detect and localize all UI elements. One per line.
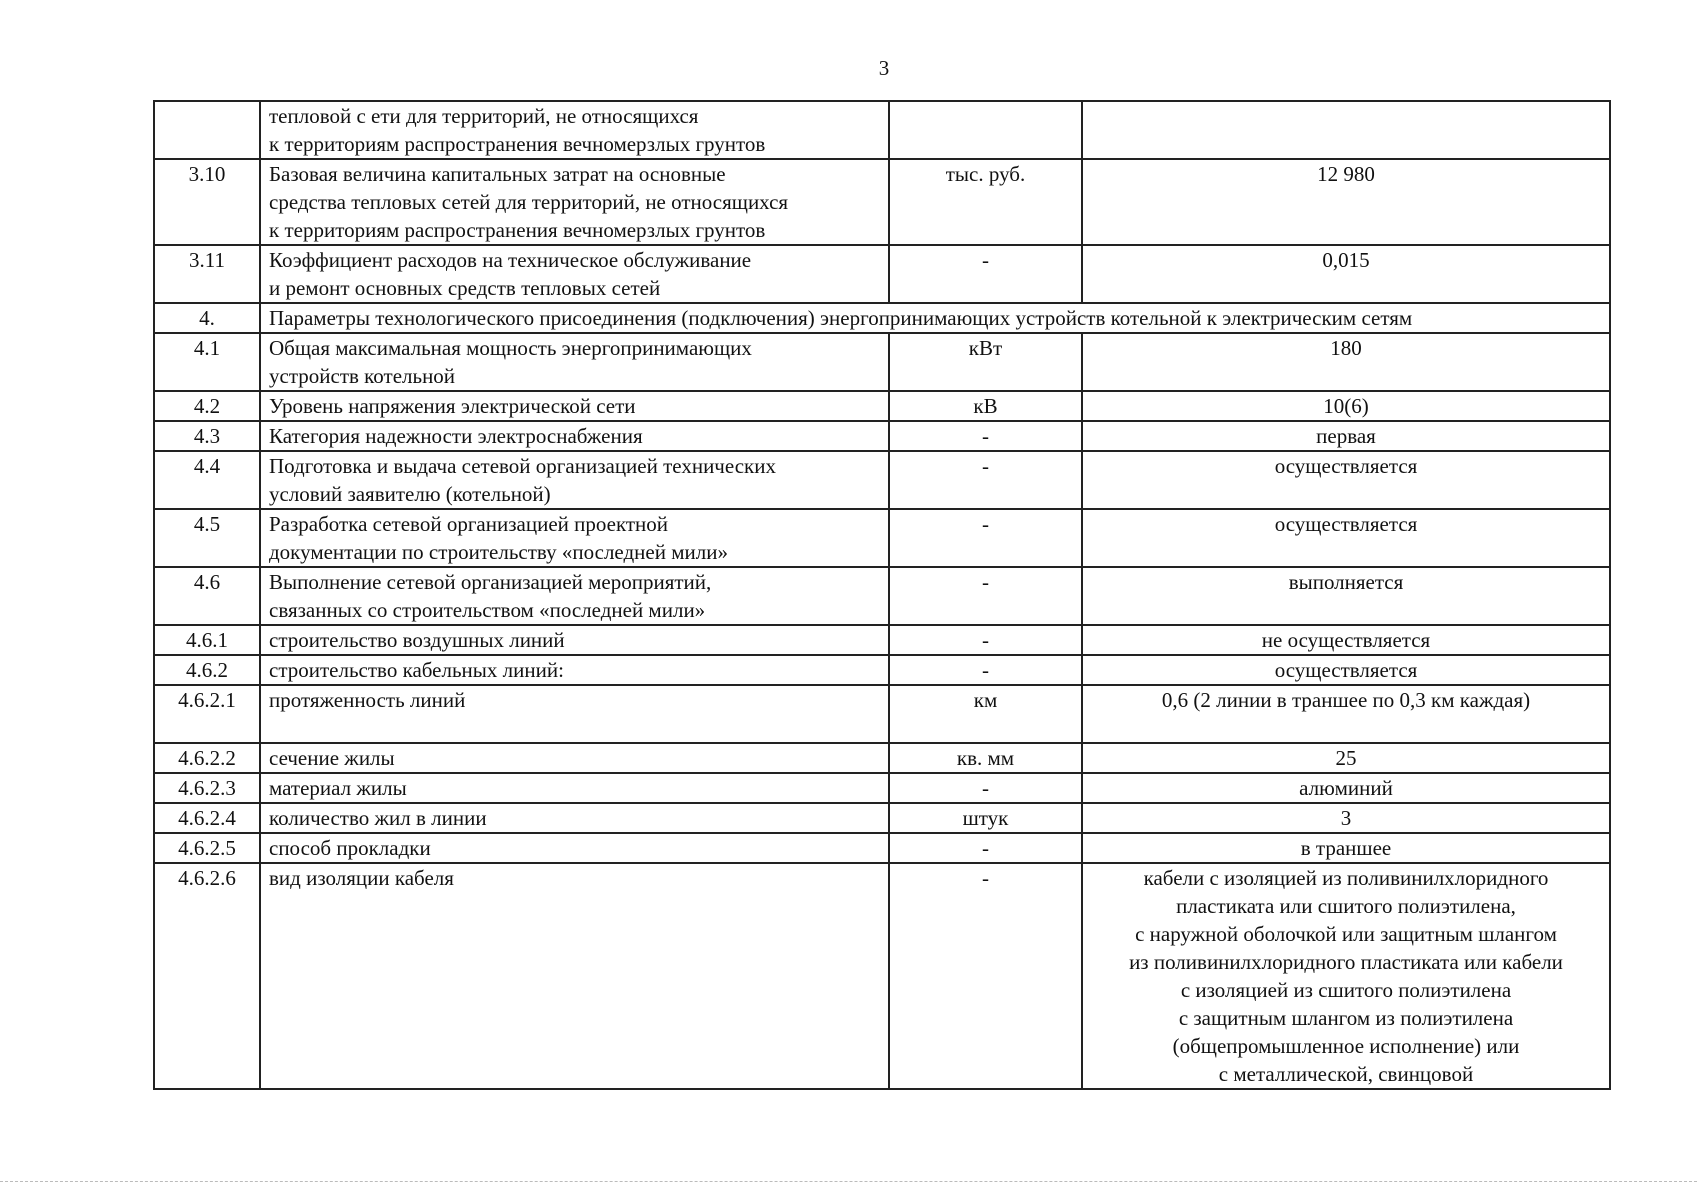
parameter-name-line: Общая максимальная мощность энергопринимающих — [269, 336, 752, 360]
row-number: 4.5 — [154, 509, 260, 567]
table-row — [154, 509, 1610, 567]
table-row — [154, 391, 1610, 421]
value-cell — [1082, 391, 1610, 421]
parameter-name-line: Уровень напряжения электрической сети — [269, 394, 636, 418]
parameter-name-line: к территориям распространения вечномерзлых грунтов — [269, 218, 766, 242]
value-line: с металлической, свинцовой — [1218, 1062, 1474, 1086]
row-number: 4. — [154, 303, 260, 333]
value-cell — [1082, 567, 1610, 625]
row-number: 4.6.1 — [154, 625, 260, 655]
parameter-name — [260, 101, 889, 159]
unit-cell: - — [889, 567, 1082, 625]
parameter-name-line: тепловой с ети для территорий, не относящихся — [269, 104, 699, 128]
parameters-table — [153, 100, 1611, 1090]
table-row — [154, 685, 1610, 743]
parameter-name — [260, 685, 889, 743]
parameter-name — [260, 655, 889, 685]
value-line: с защитным шлангом из полиэтилена — [1178, 1006, 1514, 1030]
value-cell — [1082, 159, 1610, 245]
parameter-name — [260, 625, 889, 655]
value-line: осуществляется — [1274, 658, 1418, 682]
parameter-name — [260, 333, 889, 391]
value-cell — [1082, 245, 1610, 303]
unit-cell: тыс. руб. — [889, 159, 1082, 245]
row-number: 4.6.2 — [154, 655, 260, 685]
table-row — [154, 567, 1610, 625]
parameter-name — [260, 863, 889, 1089]
value-cell — [1082, 509, 1610, 567]
parameter-name-line: Выполнение сетевой организацией мероприятий, — [269, 570, 712, 594]
parameter-name-line: документации по строительству «последней мили» — [269, 540, 728, 564]
unit-cell: штук — [889, 803, 1082, 833]
parameter-name — [260, 803, 889, 833]
value-line: в траншее — [1300, 836, 1392, 860]
row-number: 4.6.2.3 — [154, 773, 260, 803]
unit-cell: - — [889, 245, 1082, 303]
unit-cell: - — [889, 421, 1082, 451]
parameter-name — [260, 159, 889, 245]
unit-cell: - — [889, 509, 1082, 567]
section-title: Параметры технологического присоединения (подключения) энергопринимающих устройств котельной к электрическим сетям — [260, 303, 1610, 333]
parameter-name-line: и ремонт основных средств тепловых сетей — [269, 276, 661, 300]
value-line: не осуществляется — [1261, 628, 1431, 652]
table-row — [154, 863, 1610, 1089]
parameter-name — [260, 743, 889, 773]
row-number: 4.6.2.6 — [154, 863, 260, 1089]
row-number: 4.6.2.4 — [154, 803, 260, 833]
value-cell — [1082, 451, 1610, 509]
row-number: 3.10 — [154, 159, 260, 245]
unit-cell: кв. мм — [889, 743, 1082, 773]
unit-cell: - — [889, 655, 1082, 685]
unit-cell: - — [889, 833, 1082, 863]
parameter-name-line: сечение жилы — [269, 746, 395, 770]
parameter-name-line: строительство воздушных линий — [269, 628, 565, 652]
value-line: осуществляется — [1274, 454, 1418, 478]
value-cell — [1082, 833, 1610, 863]
table-body — [154, 101, 1610, 1089]
page-number: 3 — [878, 56, 890, 80]
value-cell — [1082, 773, 1610, 803]
row-number: 4.2 — [154, 391, 260, 421]
table-row — [154, 101, 1610, 159]
table-row — [154, 655, 1610, 685]
parameter-name — [260, 773, 889, 803]
parameter-name-line: протяженность линий — [269, 688, 466, 712]
parameter-name — [260, 391, 889, 421]
unit-cell — [889, 101, 1082, 159]
row-number: 3.11 — [154, 245, 260, 303]
parameter-name-line: связанных со строительством «последней мили» — [269, 598, 706, 622]
parameter-name-line: к территориям распространения вечномерзлых грунтов — [269, 132, 766, 156]
value-line: 180 — [1330, 336, 1362, 360]
row-number: 4.6.2.1 — [154, 685, 260, 743]
value-line: 0,015 — [1322, 248, 1370, 272]
value-line: кабели с изоляцией из поливинилхлоридного — [1143, 866, 1549, 890]
row-number: 4.3 — [154, 421, 260, 451]
table-row — [154, 245, 1610, 303]
parameter-name — [260, 451, 889, 509]
value-cell — [1082, 803, 1610, 833]
unit-cell: км — [889, 685, 1082, 743]
value-line: пластиката или сшитого полиэтилена, — [1176, 894, 1516, 918]
parameter-name-line: способ прокладки — [269, 836, 431, 860]
row-number: 4.1 — [154, 333, 260, 391]
value-line: 3 — [1340, 806, 1352, 830]
unit-cell: - — [889, 625, 1082, 655]
table-row — [154, 833, 1610, 863]
parameter-name-line: материал жилы — [269, 776, 407, 800]
parameter-name-line: условий заявителю (котельной) — [269, 482, 551, 506]
scan-edge-line — [0, 1181, 1697, 1182]
table-row — [154, 743, 1610, 773]
value-line: 10(6) — [1323, 394, 1369, 418]
parameter-name-line: строительство кабельных линий: — [269, 658, 564, 682]
parameter-name — [260, 245, 889, 303]
value-cell — [1082, 625, 1610, 655]
value-cell — [1082, 685, 1610, 743]
table-row — [154, 803, 1610, 833]
table-row — [154, 333, 1610, 391]
parameter-name — [260, 509, 889, 567]
value-cell — [1082, 863, 1610, 1089]
parameter-name-line: Разработка сетевой организацией проектной — [269, 512, 669, 536]
value-line — [1091, 102, 1601, 130]
table-row — [154, 773, 1610, 803]
value-cell — [1082, 743, 1610, 773]
row-number: 4.6.2.2 — [154, 743, 260, 773]
value-line: (общепромышленное исполнение) или — [1172, 1034, 1520, 1058]
unit-cell: кВ — [889, 391, 1082, 421]
parameter-name — [260, 567, 889, 625]
row-number: 4.6.2.5 — [154, 833, 260, 863]
row-number — [154, 101, 260, 159]
parameter-name-line: Базовая величина капитальных затрат на основные — [269, 162, 726, 186]
value-line: 12 980 — [1317, 162, 1375, 186]
value-line: 0,6 (2 линии в траншее по 0,3 км каждая) — [1161, 688, 1531, 712]
unit-cell: - — [889, 863, 1082, 1089]
parameter-name-line: Категория надежности электроснабжения — [269, 424, 643, 448]
parameter-name — [260, 421, 889, 451]
value-cell — [1082, 333, 1610, 391]
parameter-name-line: средства тепловых сетей для территорий, не относящихся — [269, 190, 789, 214]
parameter-name-line: вид изоляции кабеля — [269, 866, 454, 890]
value-cell — [1082, 421, 1610, 451]
unit-cell: - — [889, 451, 1082, 509]
table-row — [154, 625, 1610, 655]
value-cell — [1082, 655, 1610, 685]
table-row — [154, 451, 1610, 509]
table-row — [154, 421, 1610, 451]
table-row — [154, 159, 1610, 245]
row-number: 4.4 — [154, 451, 260, 509]
row-number: 4.6 — [154, 567, 260, 625]
value-line: из поливинилхлоридного пластиката или кабели — [1129, 950, 1563, 974]
unit-cell: кВт — [889, 333, 1082, 391]
value-line: 25 — [1335, 746, 1357, 770]
parameter-name-line — [269, 714, 880, 742]
value-line: первая — [1316, 424, 1376, 448]
parameter-name-line: Подготовка и выдача сетевой организацией технических — [269, 454, 776, 478]
parameter-name — [260, 833, 889, 863]
value-line: выполняется — [1288, 570, 1404, 594]
parameter-name-line: устройств котельной — [269, 364, 456, 388]
value-cell — [1082, 101, 1610, 159]
value-line: алюминий — [1299, 776, 1393, 800]
value-line: осуществляется — [1274, 512, 1418, 536]
table-row — [154, 303, 1610, 333]
value-line: с наружной оболочкой или защитным шлангом — [1135, 922, 1557, 946]
parameter-name-line: Коэффициент расходов на техническое обслуживание — [269, 248, 752, 272]
parameter-name-line: количество жил в линии — [269, 806, 487, 830]
value-line: с изоляцией из сшитого полиэтилена — [1180, 978, 1512, 1002]
unit-cell: - — [889, 773, 1082, 803]
